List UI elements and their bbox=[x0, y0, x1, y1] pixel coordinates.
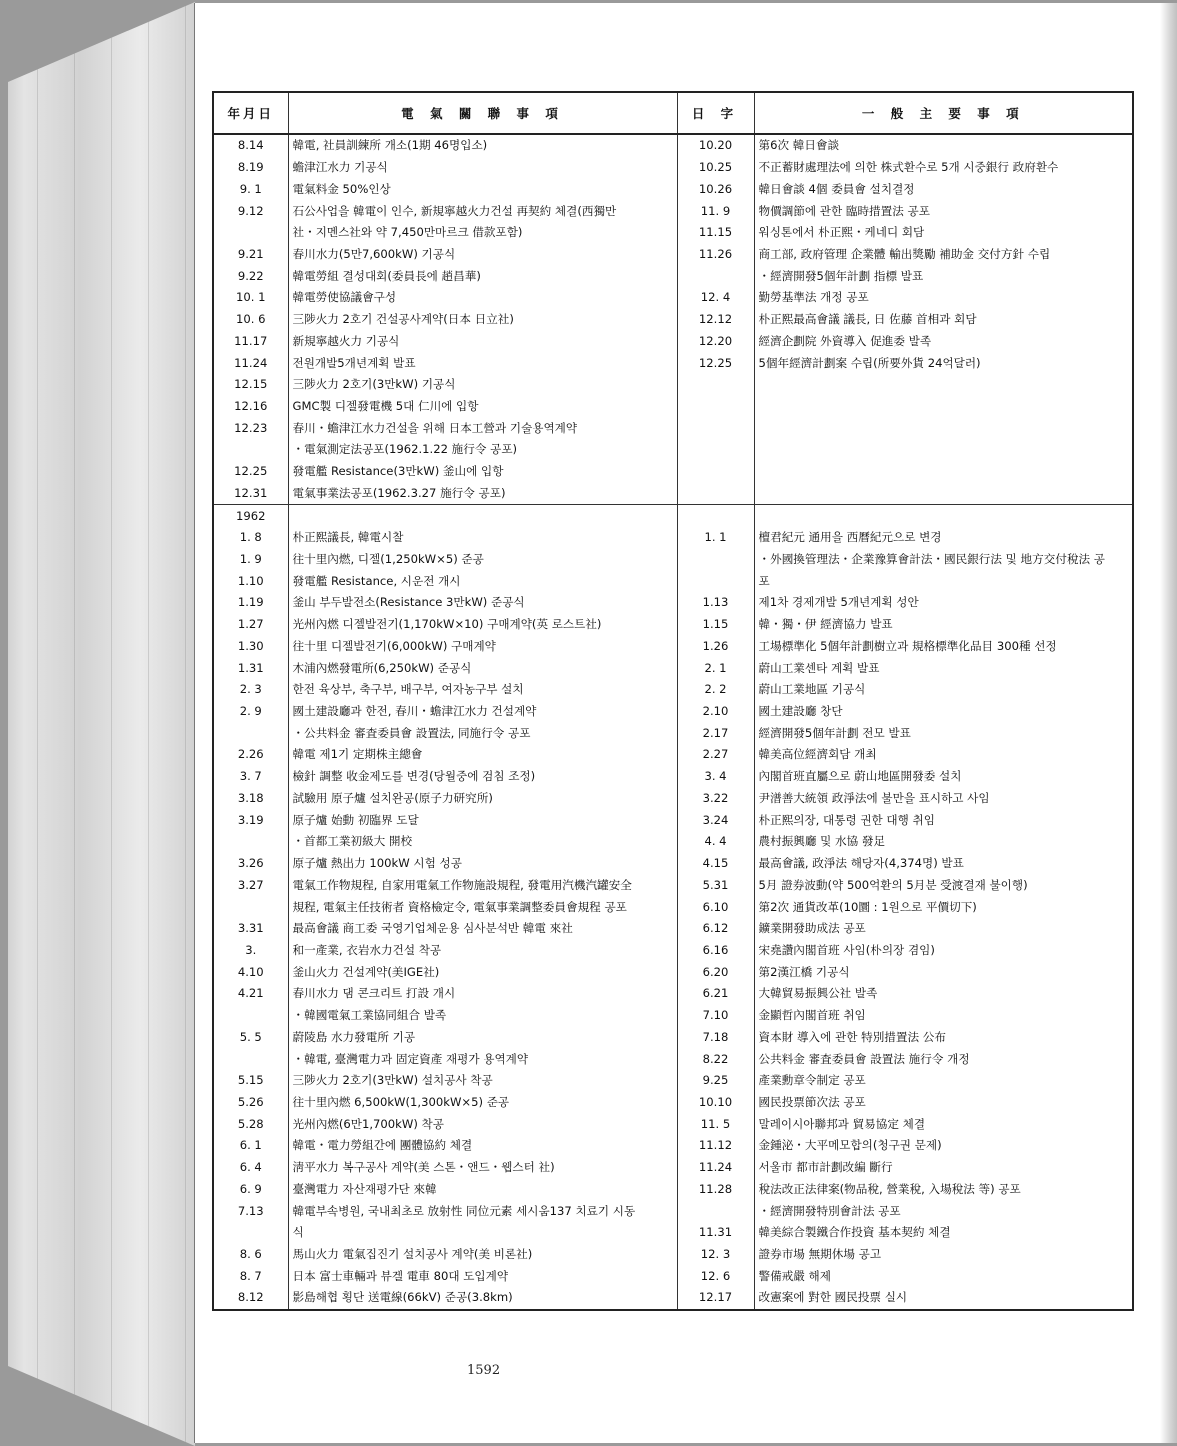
book-page bbox=[194, 3, 1177, 1443]
table-row bbox=[213, 352, 1133, 374]
table-row bbox=[213, 766, 1133, 788]
date-electric-cell: 3.18 bbox=[213, 788, 288, 810]
table-row bbox=[213, 744, 1133, 766]
date-electric-cell: 2. 3 bbox=[213, 679, 288, 701]
electric-event-cell: 原子爐 熱出力 100kW 시험 성공 bbox=[288, 853, 677, 875]
general-event-cell: 工場標準化 5個年計劃樹立과 規格標準化品目 300種 선정 bbox=[754, 636, 1133, 658]
date-general-cell: 12. 3 bbox=[677, 1244, 754, 1266]
general-event-cell: 포 bbox=[754, 570, 1133, 592]
general-event-cell: 蔚山工業地區 기공식 bbox=[754, 679, 1133, 701]
table-row bbox=[213, 961, 1133, 983]
electric-event-cell: 전원개발5개년계획 발표 bbox=[288, 352, 677, 374]
general-event-cell: 제1차 경제개발 5개년계획 성안 bbox=[754, 592, 1133, 614]
table-row bbox=[213, 157, 1133, 179]
electric-event-cell: ・韓國電氣工業協同組合 발족 bbox=[288, 1005, 677, 1027]
date-electric-cell: 10. 1 bbox=[213, 287, 288, 309]
electric-event-cell: 三陟火力 2호기(3만kW) 설치공사 착공 bbox=[288, 1070, 677, 1092]
table-row bbox=[213, 417, 1133, 439]
table-row bbox=[213, 483, 1133, 505]
header-electric-events: 電 氣 關 聯 事 項 bbox=[288, 92, 677, 134]
table-row bbox=[213, 439, 1133, 461]
date-general-cell: 6.20 bbox=[677, 961, 754, 983]
date-electric-cell bbox=[213, 1222, 288, 1244]
electric-event-cell: 最高會議 商工委 국영기업체운용 심사분석반 韓電 來社 bbox=[288, 918, 677, 940]
table-row bbox=[213, 679, 1133, 701]
date-general-cell: 2.17 bbox=[677, 722, 754, 744]
table-row bbox=[213, 918, 1133, 940]
date-electric-cell: 3.19 bbox=[213, 809, 288, 831]
date-general-cell: 11. 9 bbox=[677, 200, 754, 222]
date-electric-cell: 12.16 bbox=[213, 396, 288, 418]
table-row bbox=[213, 896, 1133, 918]
general-event-cell: 韓美綜合製鐵合作投資 基本契約 체결 bbox=[754, 1222, 1133, 1244]
header-date-electric: 年月日 bbox=[213, 92, 288, 134]
electric-event-cell: 臺灣電力 자산재평가단 來韓 bbox=[288, 1179, 677, 1201]
date-electric-cell: 2. 9 bbox=[213, 701, 288, 723]
date-electric-cell bbox=[213, 222, 288, 244]
date-electric-cell: 6. 9 bbox=[213, 1179, 288, 1201]
date-general-cell: 10.26 bbox=[677, 178, 754, 200]
electric-event-cell: 國土建設廳과 한전, 春川・蟾津江水力 건설계약 bbox=[288, 701, 677, 723]
general-event-cell: 韓美高位經濟회담 개최 bbox=[754, 744, 1133, 766]
electric-event-cell: 電氣料金 50%인상 bbox=[288, 178, 677, 200]
date-general-cell: 3. 4 bbox=[677, 766, 754, 788]
general-event-cell: 檀君紀元 通用을 西曆紀元으로 변경 bbox=[754, 527, 1133, 549]
table-row bbox=[213, 831, 1133, 853]
general-event-cell: 農村振興廳 및 水協 發足 bbox=[754, 831, 1133, 853]
date-general-cell: 6.16 bbox=[677, 940, 754, 962]
header-date-general: 日 字 bbox=[677, 92, 754, 134]
general-event-cell: 말레이시아聯邦과 貿易協定 체결 bbox=[754, 1113, 1133, 1135]
general-event-cell: 不正蓄財處理法에 의한 株式환수로 5개 시중銀行 政府환수 bbox=[754, 157, 1133, 179]
date-general-cell: 2. 2 bbox=[677, 679, 754, 701]
table-row bbox=[213, 1200, 1133, 1222]
date-electric-cell: 1. 9 bbox=[213, 549, 288, 571]
general-event-cell bbox=[754, 505, 1133, 527]
general-event-cell: 第2漢江橋 기공식 bbox=[754, 961, 1133, 983]
table-row bbox=[213, 657, 1133, 679]
general-event-cell: ・經濟開發5個年計劃 指標 발표 bbox=[754, 265, 1133, 287]
general-event-cell: 國民投票節次法 공포 bbox=[754, 1092, 1133, 1114]
electric-event-cell: 朴正熙議長, 韓電시찰 bbox=[288, 527, 677, 549]
date-general-cell bbox=[677, 483, 754, 505]
table-row bbox=[213, 809, 1133, 831]
date-general-cell bbox=[677, 396, 754, 418]
electric-event-cell: 往十里 디젤발전기(6,000kW) 구매계약 bbox=[288, 636, 677, 658]
electric-event-cell: 韓電勞使協議會구성 bbox=[288, 287, 677, 309]
table-row bbox=[213, 461, 1133, 483]
general-event-cell bbox=[754, 374, 1133, 396]
electric-event-cell: 韓電, 社員訓練所 개소(1期 46명입소) bbox=[288, 134, 677, 157]
date-general-cell: 11.26 bbox=[677, 244, 754, 266]
electric-event-cell: 石公사업을 韓電이 인수, 新規寧越火力건설 再契約 체결(西獨만 bbox=[288, 200, 677, 222]
date-electric-cell: 5.28 bbox=[213, 1113, 288, 1135]
general-event-cell: 國土建設廳 창단 bbox=[754, 701, 1133, 723]
date-electric-cell: 1.30 bbox=[213, 636, 288, 658]
general-event-cell: 產業勳章令制定 공포 bbox=[754, 1070, 1133, 1092]
date-electric-cell: 4.10 bbox=[213, 961, 288, 983]
date-electric-cell: 6. 1 bbox=[213, 1135, 288, 1157]
general-event-cell: 朴正熙의장, 대통령 권한 대행 취임 bbox=[754, 809, 1133, 831]
table-row bbox=[213, 1157, 1133, 1179]
date-electric-cell: 4.21 bbox=[213, 983, 288, 1005]
electric-event-cell: GMC製 디젤發電機 5대 仁川에 입항 bbox=[288, 396, 677, 418]
table-row bbox=[213, 1287, 1133, 1310]
table-row bbox=[213, 527, 1133, 549]
general-event-cell: 韓・獨・伊 經濟協力 발표 bbox=[754, 614, 1133, 636]
electric-event-cell: 社・지멘스社와 약 7,450만마르크 借款포함) bbox=[288, 222, 677, 244]
table-row bbox=[213, 1222, 1133, 1244]
electric-event-cell: 規程, 電氣主任技術者 資格檢定令, 電氣事業調整委員會規程 공포 bbox=[288, 896, 677, 918]
date-general-cell bbox=[677, 461, 754, 483]
date-general-cell: 7.18 bbox=[677, 1026, 754, 1048]
date-general-cell: 3.22 bbox=[677, 788, 754, 810]
table-row bbox=[213, 983, 1133, 1005]
general-event-cell: 韓日會談 4個 委員會 설치결정 bbox=[754, 178, 1133, 200]
date-electric-cell: 5.15 bbox=[213, 1070, 288, 1092]
date-general-cell bbox=[677, 439, 754, 461]
general-event-cell: 金鍾泌・大平메모합의(청구권 문제) bbox=[754, 1135, 1133, 1157]
date-electric-cell: 8.14 bbox=[213, 134, 288, 157]
chronology-table bbox=[212, 91, 1134, 1311]
electric-event-cell: 韓電 제1기 定期株主總會 bbox=[288, 744, 677, 766]
book-page-stack bbox=[0, 0, 200, 1446]
table-row bbox=[213, 1179, 1133, 1201]
electric-event-cell: 釜山火力 건설계약(美IGE社) bbox=[288, 961, 677, 983]
date-electric-cell: 8.12 bbox=[213, 1287, 288, 1310]
date-general-cell: 12. 6 bbox=[677, 1265, 754, 1287]
date-electric-cell: 6. 4 bbox=[213, 1157, 288, 1179]
header-general-events: 一 般 主 要 事 項 bbox=[754, 92, 1133, 134]
date-general-cell: 4. 4 bbox=[677, 831, 754, 853]
date-electric-cell: 11.17 bbox=[213, 330, 288, 352]
electric-event-cell: 往十里內燃 6,500kW(1,300kW×5) 준공 bbox=[288, 1092, 677, 1114]
table-row bbox=[213, 287, 1133, 309]
date-general-cell bbox=[677, 570, 754, 592]
table-row bbox=[213, 1265, 1133, 1287]
date-electric-cell bbox=[213, 439, 288, 461]
table-row bbox=[213, 178, 1133, 200]
electric-event-cell: 光州內燃 디젤발전기(1,170kW×10) 구매계약(英 로스트社) bbox=[288, 614, 677, 636]
table-header-row bbox=[213, 92, 1133, 134]
general-event-cell: 證券市場 無期休場 공고 bbox=[754, 1244, 1133, 1266]
date-electric-cell: 3. 7 bbox=[213, 766, 288, 788]
general-event-cell: 勤勞基準法 개정 공포 bbox=[754, 287, 1133, 309]
table-row bbox=[213, 505, 1133, 527]
date-electric-cell bbox=[213, 1048, 288, 1070]
electric-event-cell: 電氣事業法공포(1962.3.27 施行令 공포) bbox=[288, 483, 677, 505]
date-general-cell: 11.24 bbox=[677, 1157, 754, 1179]
general-event-cell: 經濟開發5個年計劃 전모 발표 bbox=[754, 722, 1133, 744]
table-row bbox=[213, 614, 1133, 636]
date-general-cell: 4.15 bbox=[677, 853, 754, 875]
date-electric-cell: 7.13 bbox=[213, 1200, 288, 1222]
date-electric-cell: 5.26 bbox=[213, 1092, 288, 1114]
date-general-cell: 1. 1 bbox=[677, 527, 754, 549]
date-electric-cell: 12.23 bbox=[213, 417, 288, 439]
electric-event-cell: 木浦內燃發電所(6,250kW) 준공식 bbox=[288, 657, 677, 679]
table-row bbox=[213, 200, 1133, 222]
general-event-cell: 資本財 導入에 관한 特別措置法 公布 bbox=[754, 1026, 1133, 1048]
general-event-cell: ・外國換管理法・企業豫算會計法・國民銀行法 및 地方交付稅法 공 bbox=[754, 549, 1133, 571]
date-general-cell: 10.20 bbox=[677, 134, 754, 157]
date-general-cell: 2.10 bbox=[677, 701, 754, 723]
table-row bbox=[213, 1026, 1133, 1048]
general-event-cell: 서울市 都市計劃改編 斷行 bbox=[754, 1157, 1133, 1179]
date-general-cell: 1.13 bbox=[677, 592, 754, 614]
general-event-cell: 商工部, 政府管理 企業體 輸出獎勵 補助金 交付方針 수립 bbox=[754, 244, 1133, 266]
table-row bbox=[213, 222, 1133, 244]
electric-event-cell: 試驗用 原子爐 설치완공(原子力研究所) bbox=[288, 788, 677, 810]
date-general-cell: 8.22 bbox=[677, 1048, 754, 1070]
date-electric-cell: 1.31 bbox=[213, 657, 288, 679]
general-event-cell: 內閣首班直屬으로 蔚山地區開發委 설치 bbox=[754, 766, 1133, 788]
electric-event-cell: 釜山 부두발전소(Resistance 3만kW) 준공식 bbox=[288, 592, 677, 614]
general-event-cell: 警備戒嚴 해제 bbox=[754, 1265, 1133, 1287]
date-general-cell: 11. 5 bbox=[677, 1113, 754, 1135]
date-general-cell bbox=[677, 417, 754, 439]
electric-event-cell: 光州內燃(6만1,700kW) 착공 bbox=[288, 1113, 677, 1135]
electric-event-cell: 電氣工作物規程, 自家用電氣工作物施設規程, 發電用汽機汽罐安全 bbox=[288, 874, 677, 896]
date-general-cell: 11.12 bbox=[677, 1135, 754, 1157]
date-general-cell: 12.12 bbox=[677, 309, 754, 331]
date-electric-cell: 1.19 bbox=[213, 592, 288, 614]
general-event-cell: 改憲案에 對한 國民投票 실시 bbox=[754, 1287, 1133, 1310]
date-general-cell: 12.25 bbox=[677, 352, 754, 374]
general-event-cell: 第2次 通貨改革(10圜 : 1원으로 平價切下) bbox=[754, 896, 1133, 918]
electric-event-cell: 發電艦 Resistance(3만kW) 釜山에 입항 bbox=[288, 461, 677, 483]
date-general-cell bbox=[677, 549, 754, 571]
electric-event-cell: ・韓電, 臺灣電力과 固定資產 재평가 용역계약 bbox=[288, 1048, 677, 1070]
general-event-cell: 第6次 韓日會談 bbox=[754, 134, 1133, 157]
electric-event-cell bbox=[288, 505, 677, 527]
table-body bbox=[213, 134, 1133, 1310]
date-electric-cell: 12.25 bbox=[213, 461, 288, 483]
date-general-cell bbox=[677, 505, 754, 527]
electric-event-cell: 蟾津江水力 기공식 bbox=[288, 157, 677, 179]
date-electric-cell: 8.19 bbox=[213, 157, 288, 179]
date-general-cell: 7.10 bbox=[677, 1005, 754, 1027]
electric-event-cell: 檢針 調整 收金제도를 변경(당월중에 검침 조정) bbox=[288, 766, 677, 788]
date-electric-cell: 2.26 bbox=[213, 744, 288, 766]
electric-event-cell: 韓電부속병원, 국내최초로 放射性 同位元素 세시움137 치료기 시동 bbox=[288, 1200, 677, 1222]
page-number: 1592 bbox=[467, 1363, 501, 1378]
table-row bbox=[213, 874, 1133, 896]
date-general-cell: 12. 4 bbox=[677, 287, 754, 309]
electric-event-cell: 韓電勞組 결성대회(委員長에 趙昌華) bbox=[288, 265, 677, 287]
electric-event-cell: 韓電・電力勞組간에 團體協約 체결 bbox=[288, 1135, 677, 1157]
electric-event-cell: 新規寧越火力 기공식 bbox=[288, 330, 677, 352]
general-event-cell: 蔚山工業센타 계획 발표 bbox=[754, 657, 1133, 679]
electric-event-cell: 한전 육상부, 축구부, 배구부, 여자농구부 설치 bbox=[288, 679, 677, 701]
electric-event-cell: 影島해협 횡단 送電線(66kV) 준공(3.8km) bbox=[288, 1287, 677, 1310]
date-electric-cell: 9.22 bbox=[213, 265, 288, 287]
table-row bbox=[213, 134, 1133, 157]
general-event-cell: 鑛業開發助成法 공포 bbox=[754, 918, 1133, 940]
general-event-cell: 物價調節에 관한 臨時措置法 공포 bbox=[754, 200, 1133, 222]
date-electric-cell: 3.31 bbox=[213, 918, 288, 940]
date-general-cell bbox=[677, 265, 754, 287]
general-event-cell: 大韓貿易振興公社 발족 bbox=[754, 983, 1133, 1005]
date-general-cell: 2. 1 bbox=[677, 657, 754, 679]
electric-event-cell: 日本 富士車輛과 뷰겔 電車 80대 도입계약 bbox=[288, 1265, 677, 1287]
general-event-cell: 金顯哲內閣首班 취임 bbox=[754, 1005, 1133, 1027]
date-general-cell: 1.15 bbox=[677, 614, 754, 636]
table-row bbox=[213, 592, 1133, 614]
date-general-cell bbox=[677, 1200, 754, 1222]
general-event-cell: 尹潽善大統領 政淨法에 불만을 표시하고 사임 bbox=[754, 788, 1133, 810]
general-event-cell: 워싱톤에서 朴正熙・케네디 회담 bbox=[754, 222, 1133, 244]
date-electric-cell bbox=[213, 722, 288, 744]
electric-event-cell: ・電氣測定法공포(1962.1.22 施行令 공포) bbox=[288, 439, 677, 461]
table-row bbox=[213, 309, 1133, 331]
general-event-cell bbox=[754, 439, 1133, 461]
date-electric-cell: 3. bbox=[213, 940, 288, 962]
date-general-cell: 11.15 bbox=[677, 222, 754, 244]
general-event-cell bbox=[754, 461, 1133, 483]
general-event-cell: 朴正熙最高會議 議長, 日 佐藤 首相과 회담 bbox=[754, 309, 1133, 331]
electric-event-cell: 三陟火力 2호기 건설공사계약(日本 日立社) bbox=[288, 309, 677, 331]
general-event-cell: 公共料金 審査委員會 設置法 施行令 개정 bbox=[754, 1048, 1133, 1070]
table-row bbox=[213, 396, 1133, 418]
table-row bbox=[213, 788, 1133, 810]
date-electric-cell: 1.27 bbox=[213, 614, 288, 636]
date-electric-cell: 8. 6 bbox=[213, 1244, 288, 1266]
date-electric-cell: 10. 6 bbox=[213, 309, 288, 331]
date-general-cell: 6.10 bbox=[677, 896, 754, 918]
date-general-cell: 1.26 bbox=[677, 636, 754, 658]
date-electric-cell: 3.26 bbox=[213, 853, 288, 875]
page-edge-shadow bbox=[1160, 3, 1177, 1443]
date-general-cell: 12.20 bbox=[677, 330, 754, 352]
date-electric-cell: 1962 bbox=[213, 505, 288, 527]
general-event-cell: 稅法改正法律案(物品稅, 營業稅, 入場稅法 等) 공포 bbox=[754, 1179, 1133, 1201]
table-row bbox=[213, 1244, 1133, 1266]
table-row bbox=[213, 374, 1133, 396]
electric-event-cell: 發電艦 Resistance, 시운전 개시 bbox=[288, 570, 677, 592]
general-event-cell: 5月 證券波動(약 500억환의 5月분 受渡결재 불이행) bbox=[754, 874, 1133, 896]
table-row bbox=[213, 330, 1133, 352]
table-row bbox=[213, 722, 1133, 744]
table-row bbox=[213, 549, 1133, 571]
date-electric-cell: 11.24 bbox=[213, 352, 288, 374]
general-event-cell: 最高會議, 政淨法 해당자(4,374명) 발표 bbox=[754, 853, 1133, 875]
date-electric-cell: 3.27 bbox=[213, 874, 288, 896]
date-electric-cell bbox=[213, 896, 288, 918]
table-row bbox=[213, 636, 1133, 658]
date-general-cell: 11.28 bbox=[677, 1179, 754, 1201]
electric-event-cell: 原子爐 始動 初臨界 도달 bbox=[288, 809, 677, 831]
table-row bbox=[213, 701, 1133, 723]
table-row bbox=[213, 853, 1133, 875]
electric-event-cell: 春川水力 댐 콘크리트 打設 개시 bbox=[288, 983, 677, 1005]
date-electric-cell bbox=[213, 831, 288, 853]
date-electric-cell: 12.15 bbox=[213, 374, 288, 396]
date-general-cell: 5.31 bbox=[677, 874, 754, 896]
table-row bbox=[213, 1048, 1133, 1070]
table-row bbox=[213, 940, 1133, 962]
electric-event-cell: ・公共料金 審査委員會 設置法, 同施行令 공포 bbox=[288, 722, 677, 744]
table-row bbox=[213, 1005, 1133, 1027]
electric-event-cell: 蔚陵島 水力發電所 기공 bbox=[288, 1026, 677, 1048]
date-general-cell: 10.25 bbox=[677, 157, 754, 179]
table-row bbox=[213, 1113, 1133, 1135]
date-general-cell: 10.10 bbox=[677, 1092, 754, 1114]
table-row bbox=[213, 570, 1133, 592]
date-electric-cell: 9.21 bbox=[213, 244, 288, 266]
electric-event-cell: 春川・蟾津江水力건설을 위해 日本工營과 기술용역계약 bbox=[288, 417, 677, 439]
table-row bbox=[213, 244, 1133, 266]
date-electric-cell: 1.10 bbox=[213, 570, 288, 592]
date-general-cell: 6.12 bbox=[677, 918, 754, 940]
table-row bbox=[213, 265, 1133, 287]
date-electric-cell: 5. 5 bbox=[213, 1026, 288, 1048]
date-electric-cell: 8. 7 bbox=[213, 1265, 288, 1287]
electric-event-cell: 식 bbox=[288, 1222, 677, 1244]
date-electric-cell: 12.31 bbox=[213, 483, 288, 505]
date-general-cell bbox=[677, 374, 754, 396]
electric-event-cell: 淸平水力 복구공사 계약(美 스톤・앤드・웹스터 社) bbox=[288, 1157, 677, 1179]
date-general-cell: 12.17 bbox=[677, 1287, 754, 1310]
electric-event-cell: 馬山火力 電氣집진기 설치공사 계약(美 비론社) bbox=[288, 1244, 677, 1266]
general-event-cell: ・經濟開發特別會計法 공포 bbox=[754, 1200, 1133, 1222]
date-electric-cell: 9. 1 bbox=[213, 178, 288, 200]
table-row bbox=[213, 1070, 1133, 1092]
electric-event-cell: 三陟火力 2호기(3만kW) 기공식 bbox=[288, 374, 677, 396]
table-row bbox=[213, 1092, 1133, 1114]
general-event-cell: 5個年經濟計劃案 수립(所要外貨 24억달러) bbox=[754, 352, 1133, 374]
table-row bbox=[213, 1135, 1133, 1157]
date-general-cell: 11.31 bbox=[677, 1222, 754, 1244]
general-event-cell: 經濟企劃院 外資導入 促進委 발족 bbox=[754, 330, 1133, 352]
date-general-cell: 9.25 bbox=[677, 1070, 754, 1092]
date-general-cell: 3.24 bbox=[677, 809, 754, 831]
date-electric-cell: 9.12 bbox=[213, 200, 288, 222]
date-general-cell: 6.21 bbox=[677, 983, 754, 1005]
general-event-cell bbox=[754, 417, 1133, 439]
electric-event-cell: 往十里內燃, 디젤(1,250kW×5) 준공 bbox=[288, 549, 677, 571]
general-event-cell bbox=[754, 396, 1133, 418]
date-general-cell: 2.27 bbox=[677, 744, 754, 766]
date-electric-cell: 1. 8 bbox=[213, 527, 288, 549]
general-event-cell: 宋堯讚內閣首班 사임(朴의장 겸임) bbox=[754, 940, 1133, 962]
electric-event-cell: 和一產業, 衣岩水力건설 착공 bbox=[288, 940, 677, 962]
date-electric-cell bbox=[213, 1005, 288, 1027]
general-event-cell bbox=[754, 483, 1133, 505]
electric-event-cell: 春川水力(5만7,600kW) 기공식 bbox=[288, 244, 677, 266]
electric-event-cell: ・首都工業初級大 開校 bbox=[288, 831, 677, 853]
